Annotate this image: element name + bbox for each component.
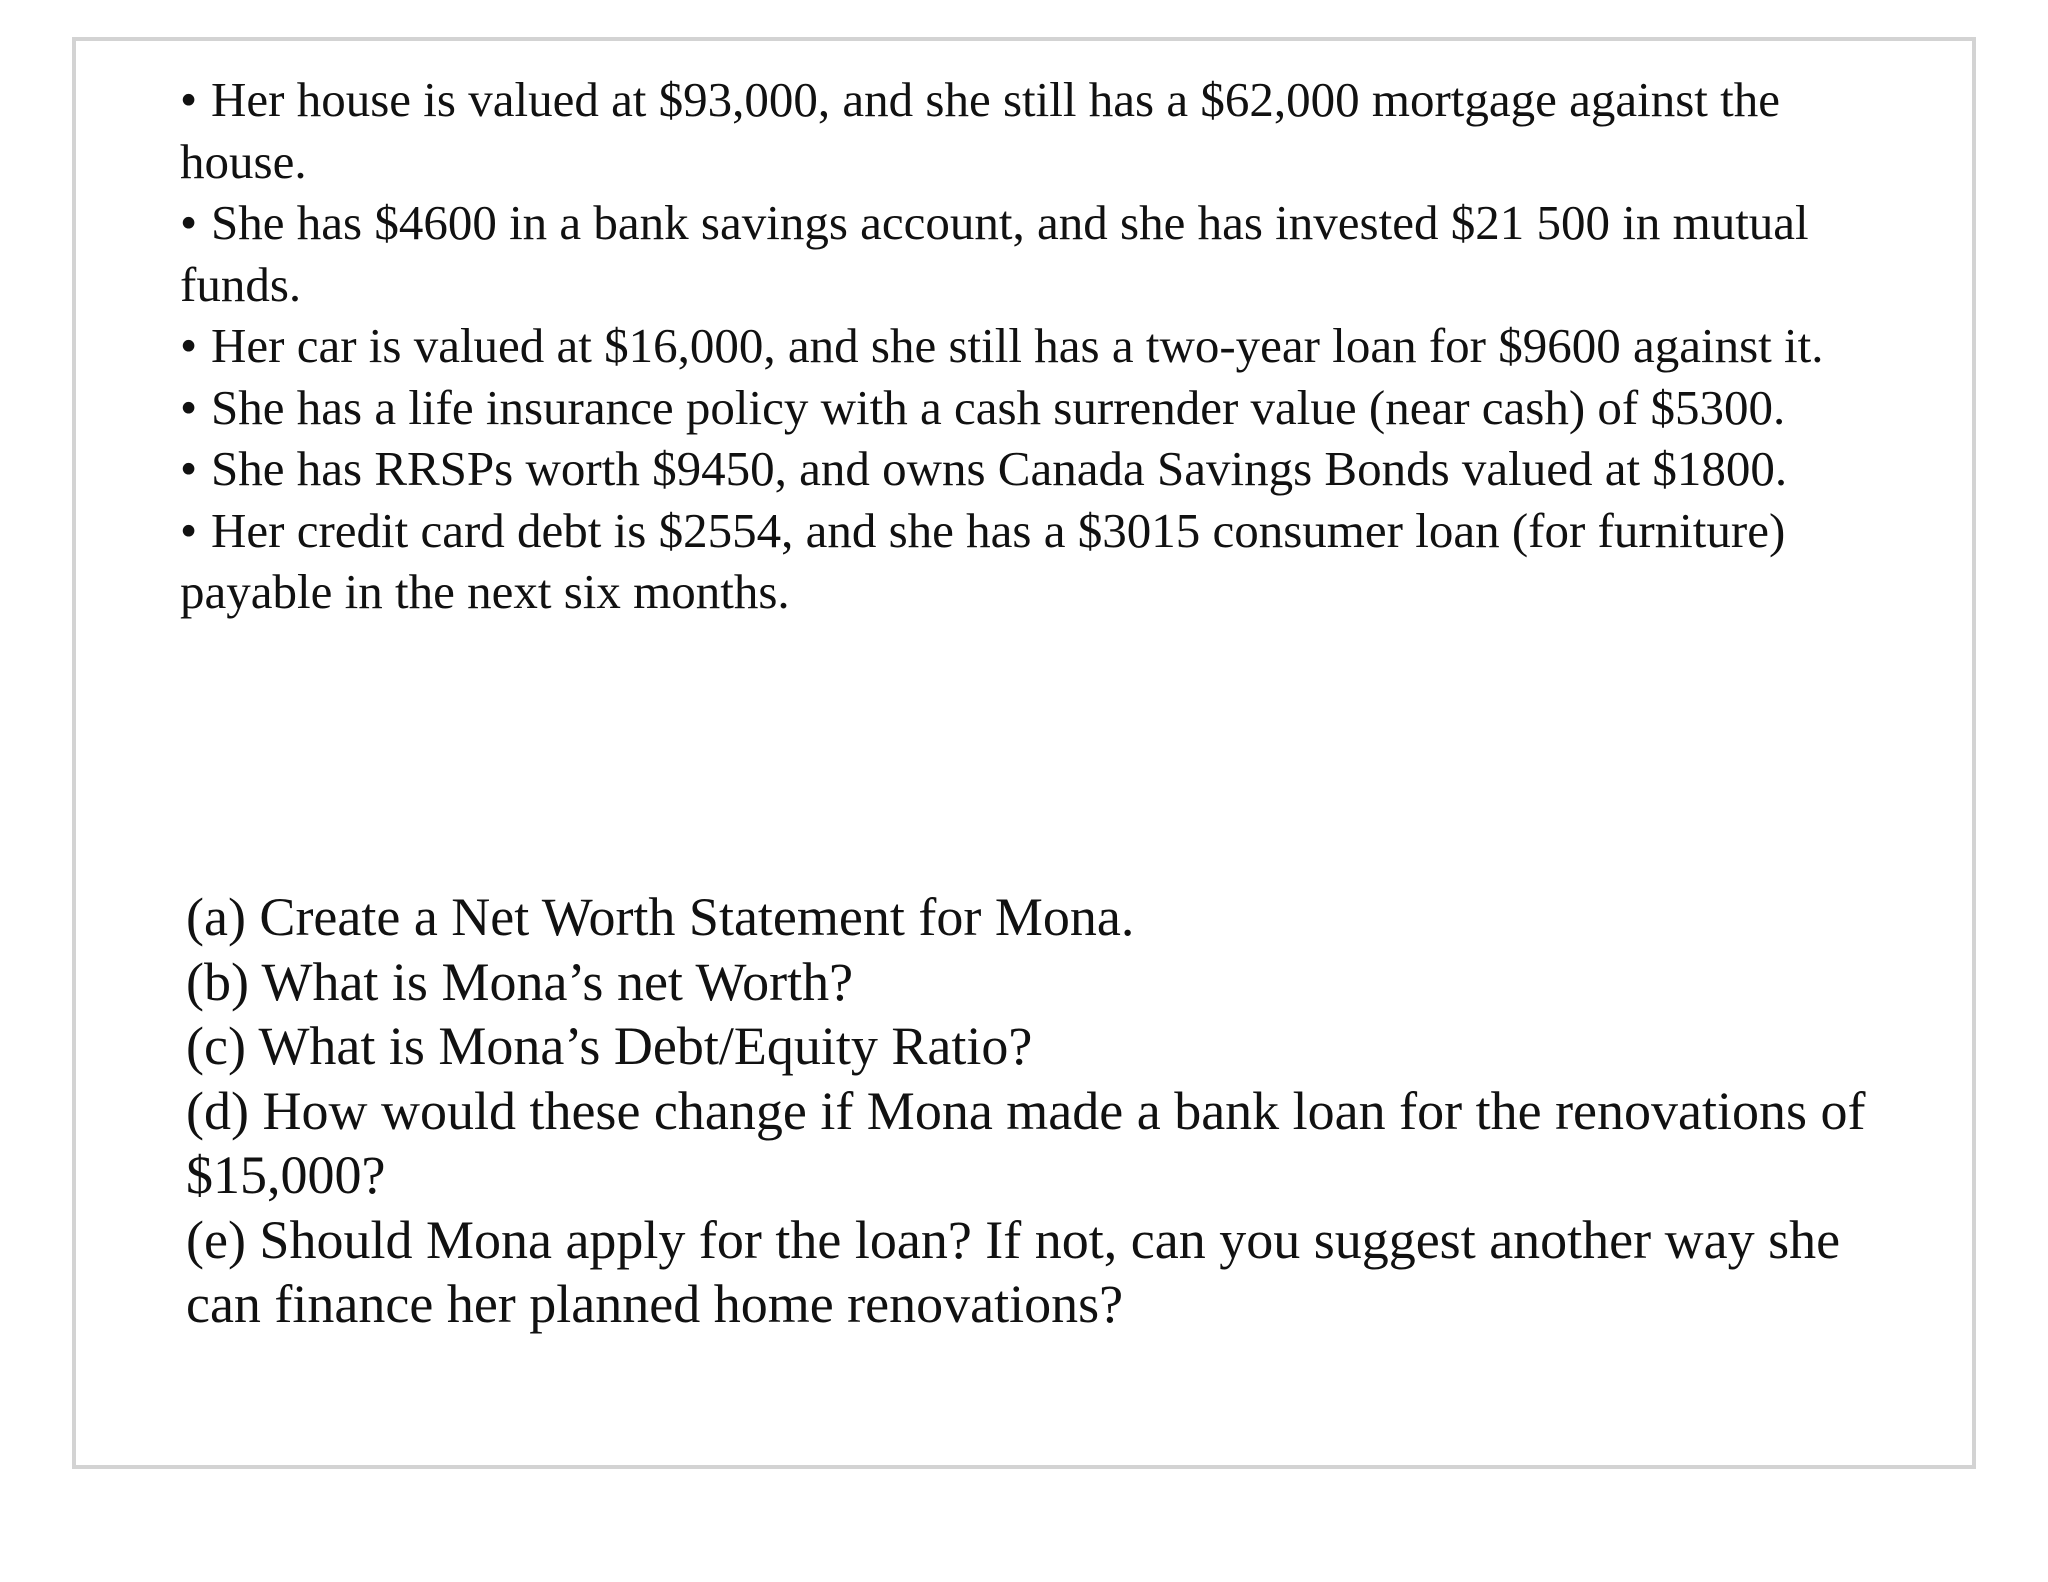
fact-text: Her credit card debt is $2554, and she has a $3015 consumer loan (for furniture) payable in the next six months. [180,502,1786,619]
bullet-marker: • [180,195,198,250]
fact-text: Her house is valued at $93,000, and she still has a $62,000 mortgage against the house. [180,72,1781,189]
bullet-marker: • [180,441,198,496]
question-b: (b) What is Mona’s net Worth? [186,951,854,1012]
fact-item [180,69,1900,192]
fact-item [180,438,1900,500]
bullet-marker: • [180,72,198,127]
question-e: (e) Should Mona apply for the loan? If not, can you suggest another way she can finance her planned home renovations? [186,1209,1841,1334]
document-frame [72,37,1976,1469]
fact-item [180,500,1900,623]
fact-item [180,315,1900,377]
fact-text: She has $4600 in a bank savings account, and she has invested $21 500 in mutual funds. [180,195,1809,312]
facts-list [180,69,1900,623]
bullet-marker: • [180,502,198,558]
question-d: (d) How would these change if Mona made a bank loan for the renovations of $15,000? [186,1080,1866,1205]
bullet-marker: • [180,379,198,435]
fact-text: She has a life insurance policy with a cash surrender value (near cash) of $5300. [211,379,1786,435]
fact-item [180,192,1900,315]
question-c: (c) What is Mona’s Debt/Equity Ratio? [186,1016,1033,1076]
fact-text: Her car is valued at $16,000, and she still has a two-year loan for $9600 against it. [211,318,1824,373]
bullet-marker: • [180,318,198,373]
fact-text: She has RRSPs worth $9450, and owns Canada Savings Bonds valued at $1800. [211,441,1788,496]
question-a: (a) Create a Net Worth Statement for Mona. [186,887,1135,947]
fact-item [180,377,1900,439]
questions-list [186,885,1926,1337]
